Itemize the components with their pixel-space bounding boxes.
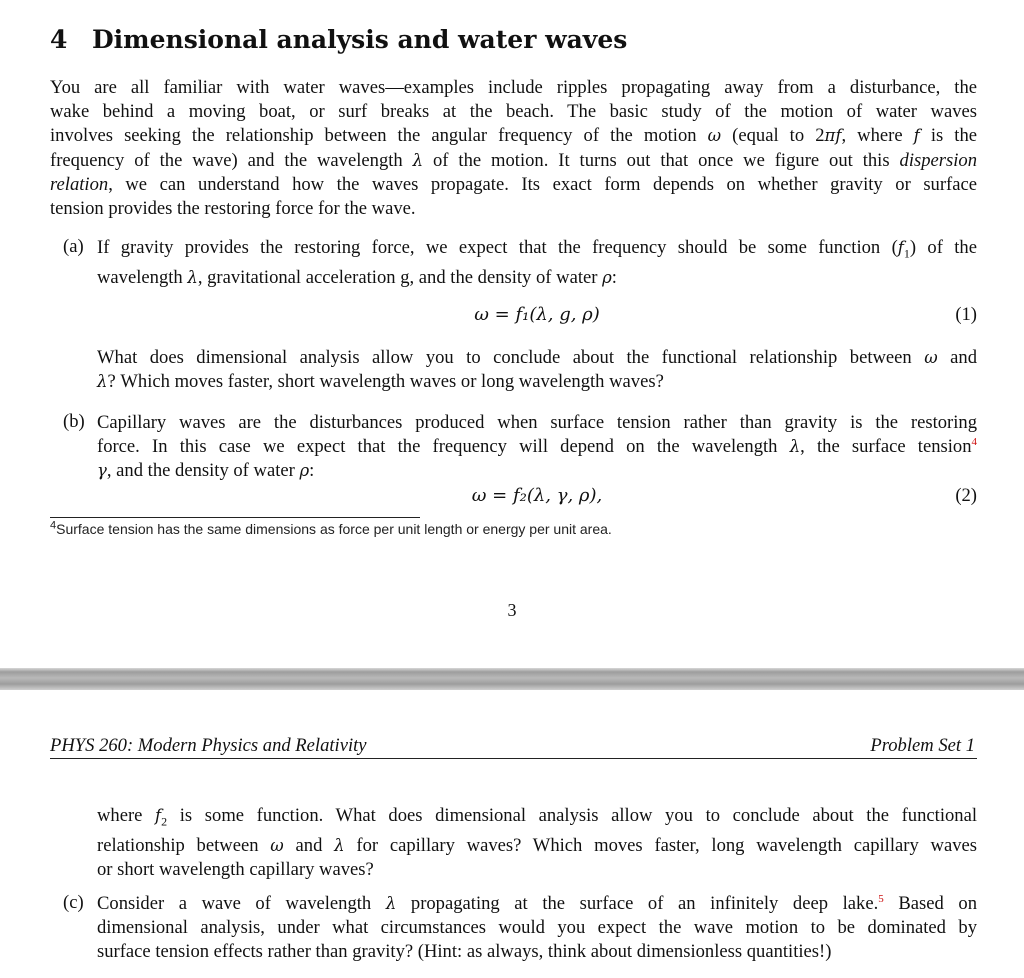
footnote-4 — [50, 521, 612, 537]
equation-2-number: (2) — [955, 485, 977, 506]
part-c-line-2: dimensional analysis, under what circumstances would you expect the wave motion to be dominated by — [97, 917, 977, 939]
page-separator — [0, 668, 1024, 690]
running-header-set: Problem Set 1 — [870, 735, 975, 756]
footnote-4-mark: 4 — [50, 519, 57, 532]
running-header-course: PHYS 260: Modern Physics and Relativity — [50, 735, 367, 756]
section-number: 4 — [50, 25, 68, 54]
part-a-line-1: If gravity provides the restoring force, we expect that the frequency should be some function $(f_1)$ of the — [97, 237, 977, 261]
part-b-line-3: γ, and the density of water ρ: — [97, 460, 315, 482]
page-4 — [0, 690, 1024, 978]
part-a-question — [97, 346, 977, 394]
part-a-text — [97, 236, 977, 290]
header-rule — [50, 758, 977, 759]
part-b-cont-line-1: where $f_2$ is some function. What does dimensional analysis allow you to conclude about the functional — [97, 805, 978, 829]
part-b-line-1: Capillary waves are the disturbances produced when surface tension rather than gravity is the restoring — [97, 412, 977, 433]
part-b-cont-line-2: relationship between ω and λ for capillary waves? Which moves faster, long wavelength capillary waves — [97, 834, 977, 856]
part-a-question-line-1: What does dimensional analysis allow you to conclude about the functional relationship between ω and — [97, 347, 978, 368]
section-heading — [50, 25, 627, 54]
page-number: 3 — [507, 600, 517, 620]
part-b-cont-line-3: or short wavelength capillary waves? — [97, 859, 374, 881]
footnote-4-ref[interactable]: 4 — [971, 436, 977, 449]
intro-line-3: involves seeking the relationship between the angular frequency of the motion ω (equal to 2πf, where f is the — [50, 125, 978, 147]
part-b-line-2: force. In this case we expect that the frequency will depend on the wavelength λ, the surface tension$^4$ — [97, 436, 977, 458]
part-b-continuation — [97, 804, 977, 882]
part-c-line-3: surface tension effects rather than gravity? (Hint: as always, think about dimensionless quantities!) — [97, 941, 832, 963]
part-c-label: (c) — [63, 892, 84, 913]
equation-2: ω = f₂(λ, γ, ρ), — [471, 485, 603, 506]
section-title: Dimensional analysis and water waves — [92, 25, 628, 54]
part-a-label: (a) — [63, 236, 84, 257]
part-b-label: (b) — [63, 411, 85, 432]
part-a-line-2: wavelength λ, gravitational acceleration g, and the density of water ρ: — [97, 266, 617, 288]
footnote-4-text: Surface tension has the same dimensions as force per unit length or energy per unit area. — [56, 521, 612, 537]
equation-1: ω = f₁(λ, g, ρ) — [474, 304, 600, 325]
footnote-5-ref[interactable]: 5 — [878, 892, 884, 905]
part-a-question-line-2: λ? Which moves faster, short wavelength waves or long wavelength waves? — [97, 371, 664, 393]
part-c-text — [97, 892, 977, 965]
equation-1-number: (1) — [955, 304, 977, 325]
intro-line-5: relation, we can understand how the waves propagate. Its exact form depends on whether gravity or surface — [50, 173, 977, 195]
intro-line-1: You are all familiar with water waves—examples include ripples propagating away from a disturbance, the — [50, 77, 977, 98]
intro-line-4: frequency of the wave) and the wavelength λ of the motion. It turns out that once we figure out this dispersion — [50, 149, 977, 171]
part-c-line-1: Consider a wave of wavelength λ propagating at the surface of an infinitely deep lake.$^5$ Based on — [97, 892, 977, 914]
footnote-rule — [50, 517, 420, 518]
intro-paragraph — [50, 76, 977, 221]
intro-line-6: tension provides the restoring force for the wave. — [50, 198, 416, 220]
intro-line-2: wake behind a moving boat, or surf breaks at the beach. The basic study of the motion of water waves — [50, 101, 977, 123]
part-b-text — [97, 411, 977, 484]
